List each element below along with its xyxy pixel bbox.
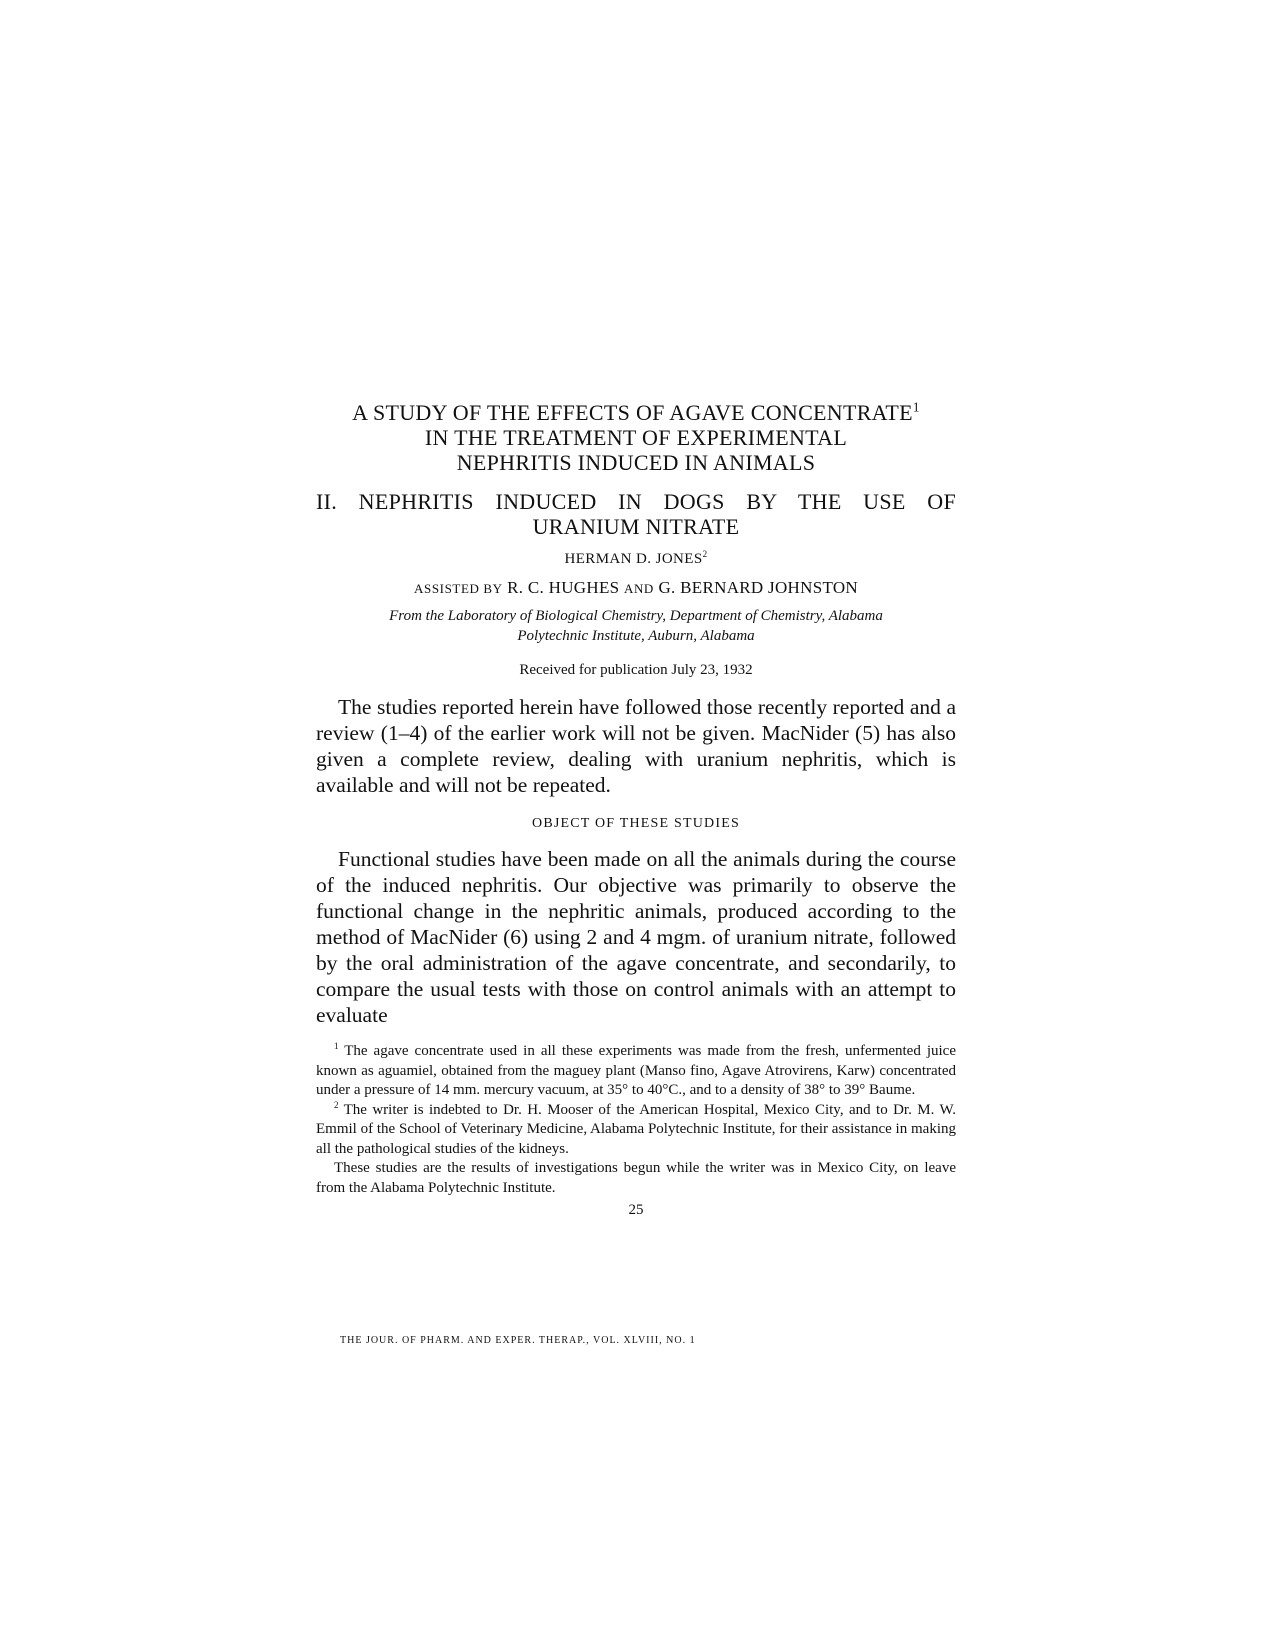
footnote-3: [316, 1159, 956, 1198]
assisted-prefix: ASSISTED BY: [414, 581, 503, 596]
footnote-1-marker: 1: [334, 1041, 339, 1051]
footnote-3-text: These studies are the results of investigations begun while the writer was in Mexico City, on leave from the Alabama Polytechnic Institute.: [316, 1160, 956, 1196]
section-heading: OBJECT OF THESE STUDIES: [532, 816, 740, 831]
title-line-3: NEPHRITIS INDUCED IN ANIMALS: [456, 450, 816, 475]
title-line-1: [316, 400, 956, 425]
title-line-2: IN THE TREATMENT OF EXPERIMENTAL: [424, 425, 848, 450]
article-title: [316, 400, 956, 475]
affiliation: [316, 606, 956, 646]
intro-paragraph: The studies reported herein have followed those recently reported and a review (1–4) of the earlier work will not be given. MacNider (5) has also given a complete review, dealing with uranium nephritis, which is available and will not be repeated.: [316, 695, 956, 797]
footnote-2: [316, 1101, 956, 1160]
subtitle-line-2: URANIUM NITRATE: [532, 514, 740, 539]
title-line-1-text: A STUDY OF THE EFFECTS OF AGAVE CONCENTRATE: [352, 400, 913, 425]
author-name: HERMAN D. JONES: [564, 551, 703, 567]
assistant-name-1: R. C. HUGHES: [507, 578, 620, 597]
affiliation-line-2: Polytechnic Institute, Auburn, Alabama: [517, 628, 755, 644]
section-paragraph: Functional studies have been made on all the animals during the course of the induced nephritis. Our objective was primarily to observe the functional change in the nephritic animals, produced according to the method of MacNider (6) using 2 and 4 mgm. of uranium nitrate, followed by the oral administration of the agave concentrate, and secondarily, to compare the usual tests with those on control animals with an attempt to evaluate: [316, 847, 956, 1027]
footnote-2-text: The writer is indebted to Dr. H. Mooser of the American Hospital, Mexico City, and to Dr. M. W. Emmil of the School of Veterinary Medicine, Alabama Polytechnic Institute, for their assistance in making all the pathological studies of the kidneys.: [316, 1101, 956, 1157]
footnote-1: [316, 1042, 956, 1101]
author: [316, 549, 956, 569]
assisted-by: [316, 577, 956, 600]
footnotes: [316, 1042, 956, 1198]
page-number: 25: [628, 1202, 644, 1218]
journal-citation: THE JOUR. OF PHARM. AND EXPER. THERAP., VOL. XLVIII, NO. 1: [340, 1335, 696, 1346]
footnote-marker-2: 2: [702, 549, 708, 559]
subtitle-line-1: II. NEPHRITIS INDUCED IN DOGS BY THE USE OF: [316, 489, 956, 514]
article-subtitle: [316, 489, 956, 539]
footnote-2-marker: 2: [334, 1099, 339, 1110]
received-date: Received for publication July 23, 1932: [519, 662, 753, 678]
affiliation-line-1: From the Laboratory of Biological Chemistry, Department of Chemistry, Alabama: [389, 608, 883, 624]
article-page: [316, 400, 956, 1219]
footnote-1-text: The agave concentrate used in all these experiments was made from the fresh, unfermented juice known as aguamiel, obtained from the maguey plant (Manso fino, Agave Atrovirens, Karw) concentrated under a pressure of 14 mm. mercury vacuum, at 35° to 40°C., and to a density of 38° to 39° Baume.: [316, 1043, 956, 1098]
assistant-name-2: G. BERNARD JOHNSTON: [658, 578, 858, 597]
footnote-marker-1: 1: [912, 399, 920, 415]
assisted-conjunction: AND: [623, 581, 654, 596]
